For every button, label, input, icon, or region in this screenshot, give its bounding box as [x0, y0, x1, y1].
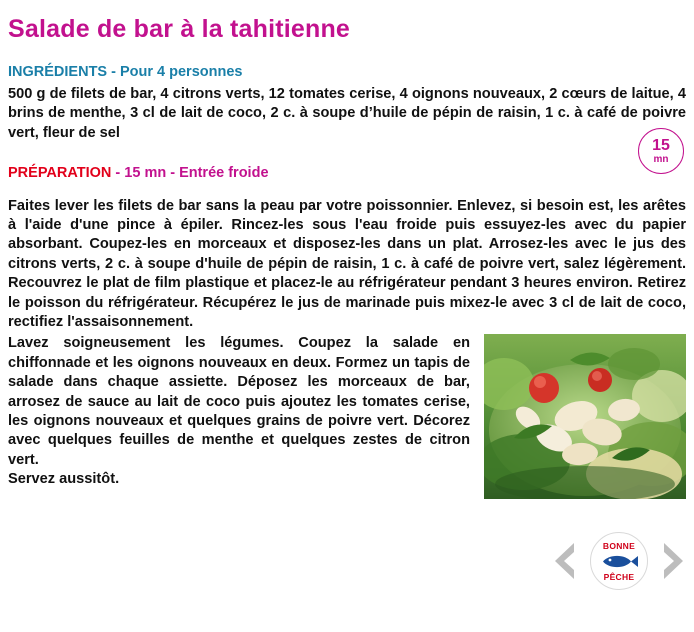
cooking-time-value: 15 — [652, 136, 670, 154]
preparation-heading-subtitle: 15 mn - Entrée froide — [124, 165, 269, 182]
preparation-paragraph-1: Faites lever les filets de bar sans la peau par votre poissonnier. Enlevez, si besoin est, les arêtes à l'aide d'une pince à épiler. Rincez-les sous l'eau froide puis essuyez-les avec du papier absorbant. Coupez-les en morceaux et disposez-les dans un plat. Arrosez-les avec le jus des citrons verts, 2 c. à soupe d'huile de pépin de raisin, 1 c. à café de poivre vert, salez légèrement. Recouvrez le plat de film plastique et placez-le au réfrigérateur pendant 3 heures environ. Retirez le poisson du réfrigérateur. Récupérez le jus de marinade puis mixez-le avec 3 cl de lait de coco, rectifiez l'assaisonnement. — [8, 197, 686, 330]
preparation-heading-separator: - — [111, 165, 125, 182]
ingredients-text: 500 g de filets de bar, 4 citrons verts, 12 tomates cerise, 4 oignons nouveaux, 2 cœurs de laitue, 4 brins de menthe, 3 cl de lait de coco, 2 c. à soupe d’huile de pépin de raisin, 1 c. à café de poivre vert, fleur de sel — [8, 85, 686, 141]
preparation-lower-section — [8, 334, 686, 499]
ingredients-heading-subtitle: Pour 4 personnes — [119, 63, 243, 80]
logo-text-bottom: PÊCHE — [603, 572, 635, 582]
preparation-heading — [8, 165, 686, 182]
recipe-photo — [484, 334, 686, 499]
ingredients-heading-separator: - — [107, 63, 120, 80]
preparation-paragraph-2: Lavez soigneusement les légumes. Coupez la salade en chiffonnade et les oignons nouveaux en deux. Formez un tapis de salade dans chaque assiette. Déposez les morceaux de bar, arrosez de sauce au lait de coco puis ajoutez les tomates cerise, les oignons nouveaux et quelques grains de poivre vert. Décorez avec quelques feuilles de menthe et quelques zestes de citron vert. — [8, 335, 470, 468]
previous-arrow-icon[interactable] — [552, 540, 582, 582]
cooking-time-badge — [638, 128, 684, 174]
preparation-lower-text — [8, 334, 470, 489]
fish-icon — [599, 554, 639, 569]
page-title: Salade de bar à la tahitienne — [8, 15, 351, 43]
ingredients-heading — [8, 64, 686, 81]
cooking-time-unit: mn — [653, 153, 669, 165]
preparation-heading-keyword: PRÉPARATION — [8, 165, 112, 182]
preparation-paragraph-3: Servez aussitôt. — [8, 471, 120, 488]
logo-text-top: BONNE — [602, 541, 636, 551]
ingredients-heading-keyword: INGRÉDIENTS — [8, 63, 108, 80]
preparation-block — [8, 197, 686, 333]
brand-logo — [590, 532, 648, 590]
page-navigation[interactable] — [552, 532, 686, 590]
next-arrow-icon[interactable] — [656, 540, 686, 582]
